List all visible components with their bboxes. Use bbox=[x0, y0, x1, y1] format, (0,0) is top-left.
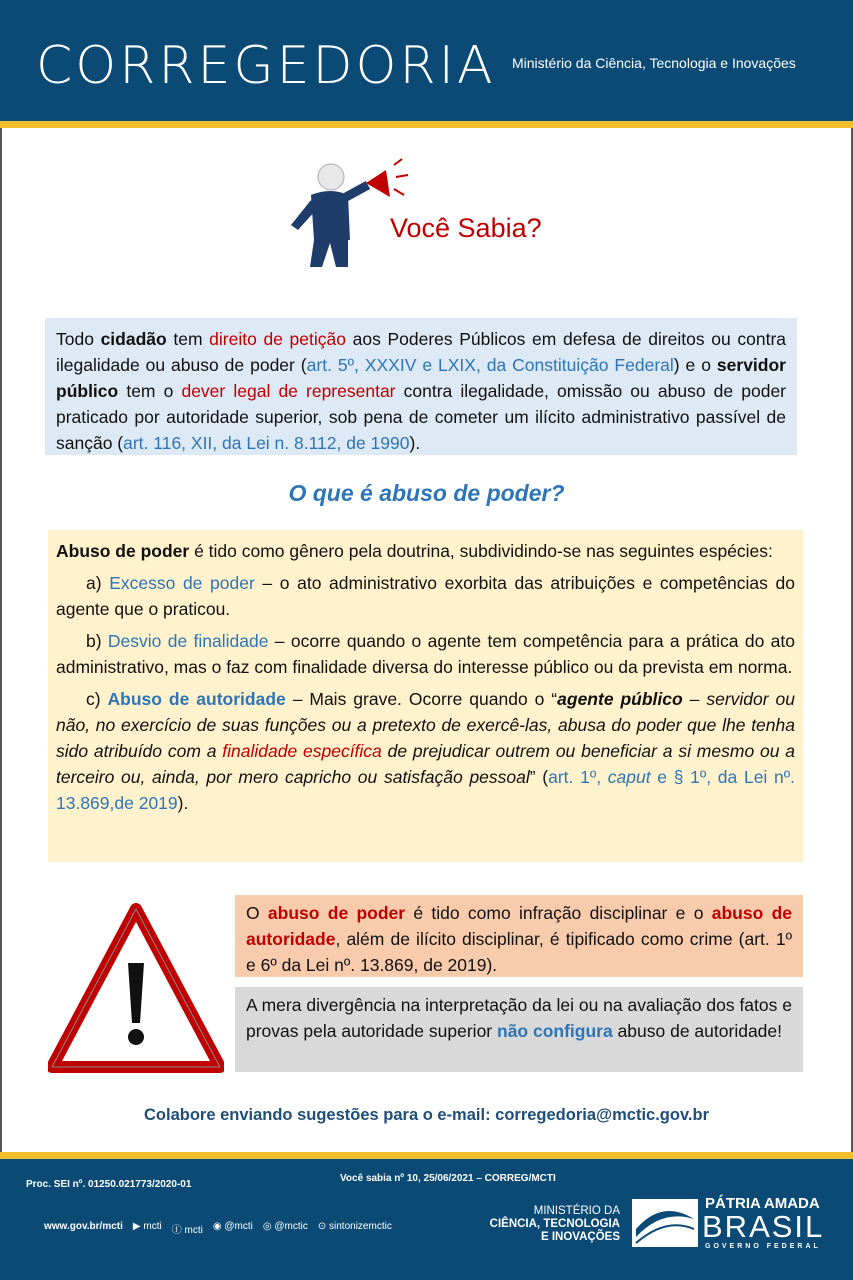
text: ). bbox=[409, 433, 421, 453]
gov-federal: GOVERNO FEDERAL bbox=[705, 1243, 821, 1250]
text: mcti bbox=[184, 1225, 203, 1236]
email-contact: Colabore enviando sugestões para o e-mail: corregedoria@mctic.gov.br bbox=[143, 1106, 709, 1124]
social-links bbox=[44, 1221, 392, 1236]
voce-sabia-title: Você Sabia? bbox=[390, 213, 542, 243]
text: cidadão bbox=[100, 329, 167, 349]
text: é tido como infração disciplinar e o bbox=[405, 903, 712, 923]
legal-reference: art. 5º, XXXIV e LXIX, da Constituição Federal bbox=[306, 355, 674, 375]
warning-icon bbox=[48, 903, 224, 1073]
text: Desvio de finalidade bbox=[107, 631, 269, 651]
text: abuso de autoridade bbox=[246, 903, 793, 949]
text: b) bbox=[86, 631, 108, 651]
instagram-icon: ◎ bbox=[262, 1221, 275, 1232]
definition-box bbox=[48, 530, 803, 862]
text: @mcti bbox=[224, 1221, 253, 1232]
footer bbox=[0, 1159, 853, 1280]
text: contra ilegalidade, omissão ou abuso de poder praticado por autoridade superior, sob pena de cometer um ilícito administrativo passível de sanção ( bbox=[56, 381, 787, 453]
text: ” ( bbox=[529, 767, 549, 787]
text: tem o bbox=[118, 381, 182, 401]
facebook-icon: ⓕ bbox=[171, 1225, 185, 1236]
text: – servidor ou não, no exercício de suas funções ou a pretexto de exercê-las, abusa do poder que lhe tenha sido atribuído com a bbox=[56, 689, 795, 761]
website-link[interactable]: www.gov.br/mcti bbox=[44, 1221, 123, 1232]
top-stripe bbox=[0, 121, 853, 128]
text: finalidade específica bbox=[222, 741, 382, 761]
legal-reference: caput bbox=[607, 767, 651, 787]
text: a) bbox=[86, 573, 110, 593]
text: Excesso de poder bbox=[109, 573, 255, 593]
youtube-link[interactable] bbox=[133, 1221, 162, 1236]
legal-reference: e § 1º, da Lei nº. 13.869,de 2019 bbox=[56, 767, 795, 813]
text: – Mais grave. Ocorre quando o “ bbox=[285, 689, 558, 709]
text: A mera divergência na interpretação da lei ou na avaliação dos fatos e provas pela autoridade superior bbox=[246, 995, 792, 1041]
text: mcti bbox=[143, 1221, 162, 1232]
intro-box bbox=[45, 318, 797, 455]
flickr-icon: ⊙ bbox=[317, 1221, 330, 1232]
text: CIÊNCIA, TECNOLOGIA bbox=[489, 1218, 620, 1230]
text: sintonizemctic bbox=[329, 1221, 392, 1232]
text: aos Poderes Públicos em defesa de direitos ou contra ilegalidade ou abuso de poder ( bbox=[56, 329, 787, 375]
text: abuso de autoridade! bbox=[612, 1021, 783, 1041]
notice-crime-box bbox=[235, 895, 803, 977]
text: não configura bbox=[497, 1021, 613, 1041]
text: agente público bbox=[557, 689, 683, 709]
text: de prejudicar outrem ou beneficiar a si mesmo ou a terceiro ou, ainda, por mero capricho ou satisfação pessoal bbox=[56, 741, 795, 787]
corregedoria-logo: CORREGEDORIA bbox=[36, 36, 496, 96]
section-heading: O que é abuso de poder? bbox=[288, 480, 565, 506]
text: é tido como gênero pela doutrina, subdividindo-se nas seguintes espécies: bbox=[189, 541, 773, 561]
edition-info: Você sabia nº 10, 25/06/2021 – CORREG/MCTI bbox=[340, 1173, 556, 1184]
text: Abuso de poder bbox=[56, 541, 190, 561]
twitter-icon: ◉ bbox=[212, 1221, 225, 1232]
text: tem bbox=[166, 329, 210, 349]
text: Todo bbox=[56, 329, 101, 349]
process-number: Proc. SEI nº. 01250.021773/2020-01 bbox=[26, 1179, 192, 1190]
text: O bbox=[246, 903, 268, 923]
gov-brasil: BRASIL bbox=[702, 1209, 825, 1244]
header bbox=[0, 0, 853, 121]
text: c) bbox=[86, 689, 108, 709]
text: , além de ilícito disciplinar, é tipificado como crime (art. 1º e 6º da Lei nº. 13.869, de 2019). bbox=[246, 929, 792, 975]
text: dever legal de representar bbox=[181, 381, 396, 401]
text: abuso de poder bbox=[267, 903, 406, 923]
text: – ocorre quando o agente tem competência para a prática do ato administrativo, mas o faz com finalidade diversa do interesse público ou da prevista em norma. bbox=[56, 631, 795, 677]
text: Abuso de autoridade bbox=[107, 689, 286, 709]
text: E INOVAÇÕES bbox=[540, 1231, 620, 1243]
text: servidor público bbox=[56, 355, 786, 401]
notice-divergence-box bbox=[235, 987, 803, 1072]
text: ). bbox=[177, 793, 189, 813]
facebook-link[interactable] bbox=[172, 1221, 203, 1236]
legal-reference: art. 116, XII, da Lei n. 8.112, de 1990 bbox=[123, 433, 410, 453]
text: – o ato administrativo exorbita das atribuições e competências do agente que o praticou. bbox=[56, 573, 795, 619]
youtube-icon: ▶ bbox=[132, 1221, 144, 1232]
text: MINISTÉRIO DA bbox=[533, 1205, 620, 1217]
gov-slogan: PÁTRIA AMADA bbox=[705, 1195, 820, 1212]
text: @mctic bbox=[274, 1221, 308, 1232]
ministry-logo bbox=[452, 1205, 620, 1244]
ministry-name: Ministério da Ciência, Tecnologia e Inovações bbox=[512, 55, 796, 71]
legal-reference: art. 1º, bbox=[548, 767, 608, 787]
instagram-link[interactable] bbox=[263, 1221, 308, 1236]
text: direito de petição bbox=[209, 329, 346, 349]
text: ) e o bbox=[673, 355, 717, 375]
bottom-stripe bbox=[0, 1152, 853, 1159]
twitter-link[interactable] bbox=[213, 1221, 253, 1236]
flickr-link[interactable] bbox=[318, 1221, 392, 1236]
